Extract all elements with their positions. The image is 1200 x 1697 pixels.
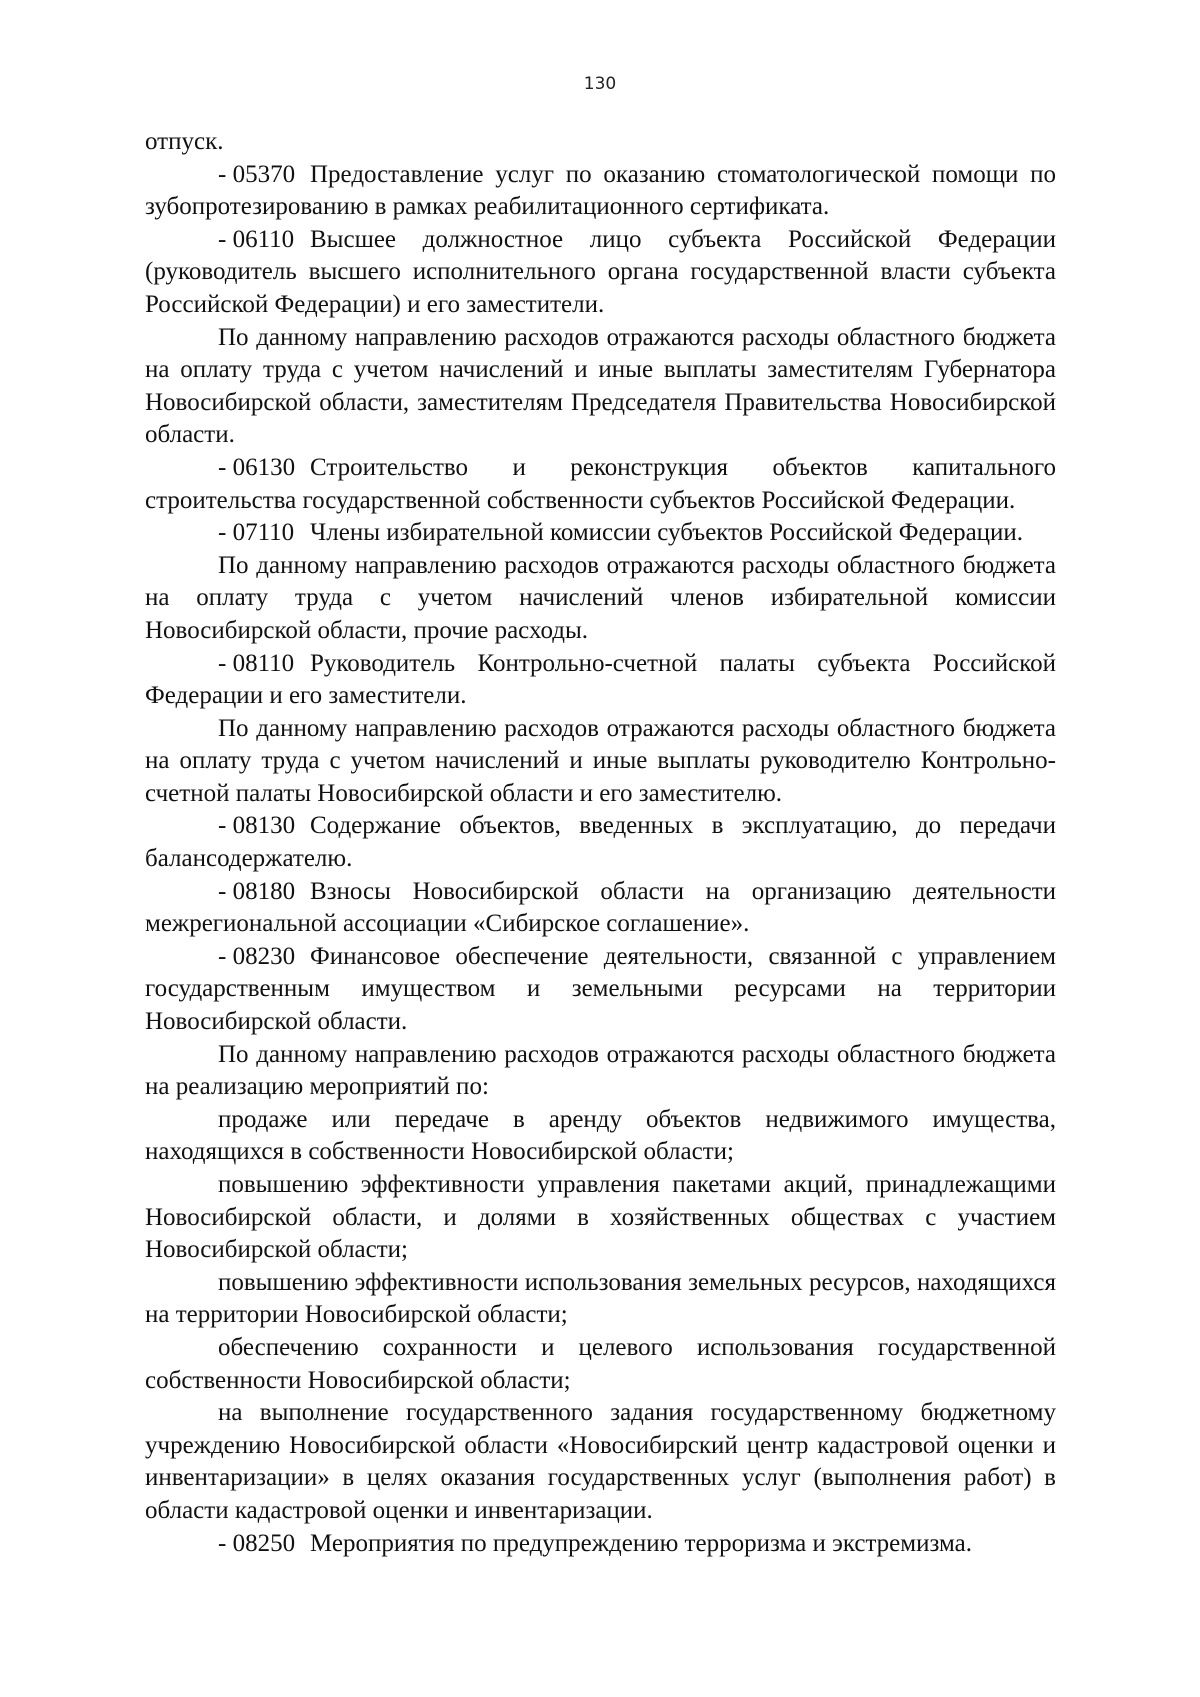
list-item: [145, 1267, 1056, 1332]
list-item: [145, 1104, 1056, 1169]
document-body: [145, 126, 1056, 1560]
expense-code: - 08180: [218, 877, 296, 905]
paragraph: [145, 550, 1056, 648]
paragraph-text: Предоставление услуг по оказанию стоматологической помощи по зубопротезированию в рамках реабилитационного сертификата.: [145, 160, 1056, 221]
paragraph-text: Финансовое обеспечение деятельности, связанной с управлением государственным имуществом и земельными ресурсами на территории Новосибирской области.: [145, 942, 1056, 1036]
expense-code: - 08230: [218, 942, 296, 970]
paragraph-code-07110: [145, 517, 1056, 550]
paragraph-text: По данному направлению расходов отражаются расходы областного бюджета на реализацию мероприятий по:: [145, 1040, 1056, 1101]
expense-code: - 08250: [218, 1529, 296, 1557]
paragraph-text: продаже или передаче в аренду объектов недвижимого имущества, находящихся в собственности Новосибирской области;: [145, 1105, 1056, 1166]
expense-code: - 06130: [218, 453, 296, 481]
paragraph-text: По данному направлению расходов отражаются расходы областного бюджета на оплату труда с учетом начислений и иные выплаты заместителям Губернатора Новосибирской области, заместителям Председателя Правительства Новосибирской области.: [145, 323, 1056, 449]
paragraph-text: Строительство и реконструкция объектов капитального строительства государственной собственности субъектов Российской Федерации.: [145, 453, 1056, 514]
paragraph-text: отпуск.: [145, 128, 224, 155]
page-number: 130: [583, 74, 617, 94]
paragraph-text: повышению эффективности использования земельных ресурсов, находящихся на территории Новосибирской области;: [145, 1268, 1056, 1329]
paragraph-text: Взносы Новосибирской области на организацию деятельности межрегиональной ассоциации «Сибирское соглашение».: [145, 877, 1056, 938]
list-item: [145, 1397, 1056, 1527]
expense-code: - 08130: [218, 812, 296, 840]
paragraph-text: Руководитель Контрольно-счетной палаты субъекта Российской Федерации и его заместители.: [145, 649, 1056, 710]
expense-code: - 06110: [218, 225, 295, 253]
list-item: [145, 1332, 1056, 1397]
paragraph-code-08130: [145, 810, 1056, 875]
paragraph-text: повышению эффективности управления пакетами акций, принадлежащими Новосибирской области, и долями в хозяйственных обществах с участием Новосибирской области;: [145, 1171, 1056, 1264]
paragraph: [145, 713, 1056, 811]
paragraph-code-06110: [145, 224, 1056, 322]
expense-code: - 05370: [218, 160, 296, 188]
paragraph-text: обеспечению сохранности и целевого использования государственной собственности Новосибирской области;: [145, 1333, 1056, 1394]
paragraph: [145, 1039, 1056, 1104]
expense-code: - 08110: [218, 649, 295, 677]
paragraph: [145, 126, 1056, 159]
paragraph: [145, 322, 1056, 452]
paragraph-text: Высшее должностное лицо субъекта Российской Федерации (руководитель высшего исполнительного органа государственной власти субъекта Российской Федерации) и его заместители.: [145, 225, 1056, 318]
list-item: [145, 1169, 1056, 1267]
paragraph-text: Мероприятия по предупреждению терроризма и экстремизма.: [310, 1529, 972, 1557]
paragraph-text: По данному направлению расходов отражаются расходы областного бюджета на оплату труда с учетом начислений и иные выплаты руководителю Контрольно-счетной палаты Новосибирской области и его заместителю.: [145, 714, 1056, 807]
paragraph-code-08250: [145, 1528, 1056, 1561]
paragraph-text: По данному направлению расходов отражаются расходы областного бюджета на оплату труда с учетом начислений членов избирательной комиссии Новосибирской области, прочие расходы.: [145, 551, 1056, 644]
paragraph-code-08230: [145, 941, 1056, 1039]
expense-code: - 07110: [218, 519, 295, 547]
paragraph-code-08110: [145, 648, 1056, 713]
paragraph-code-06130: [145, 452, 1056, 517]
paragraph-text: Члены избирательной комиссии субъектов Российской Федерации.: [310, 519, 1024, 547]
paragraph-text: Содержание объектов, введенных в эксплуатацию, до передачи балансодержателю.: [145, 812, 1056, 873]
paragraph-text: на выполнение государственного задания государственному бюджетному учреждению Новосибирской области «Новосибирский центр кадастровой оценки и инвентаризации» в целях оказания государственных услуг (выполнения работ) в области кадастровой оценки и инвентаризации.: [145, 1399, 1056, 1524]
paragraph-code-08180: [145, 876, 1056, 941]
paragraph-code-05370: [145, 159, 1056, 224]
